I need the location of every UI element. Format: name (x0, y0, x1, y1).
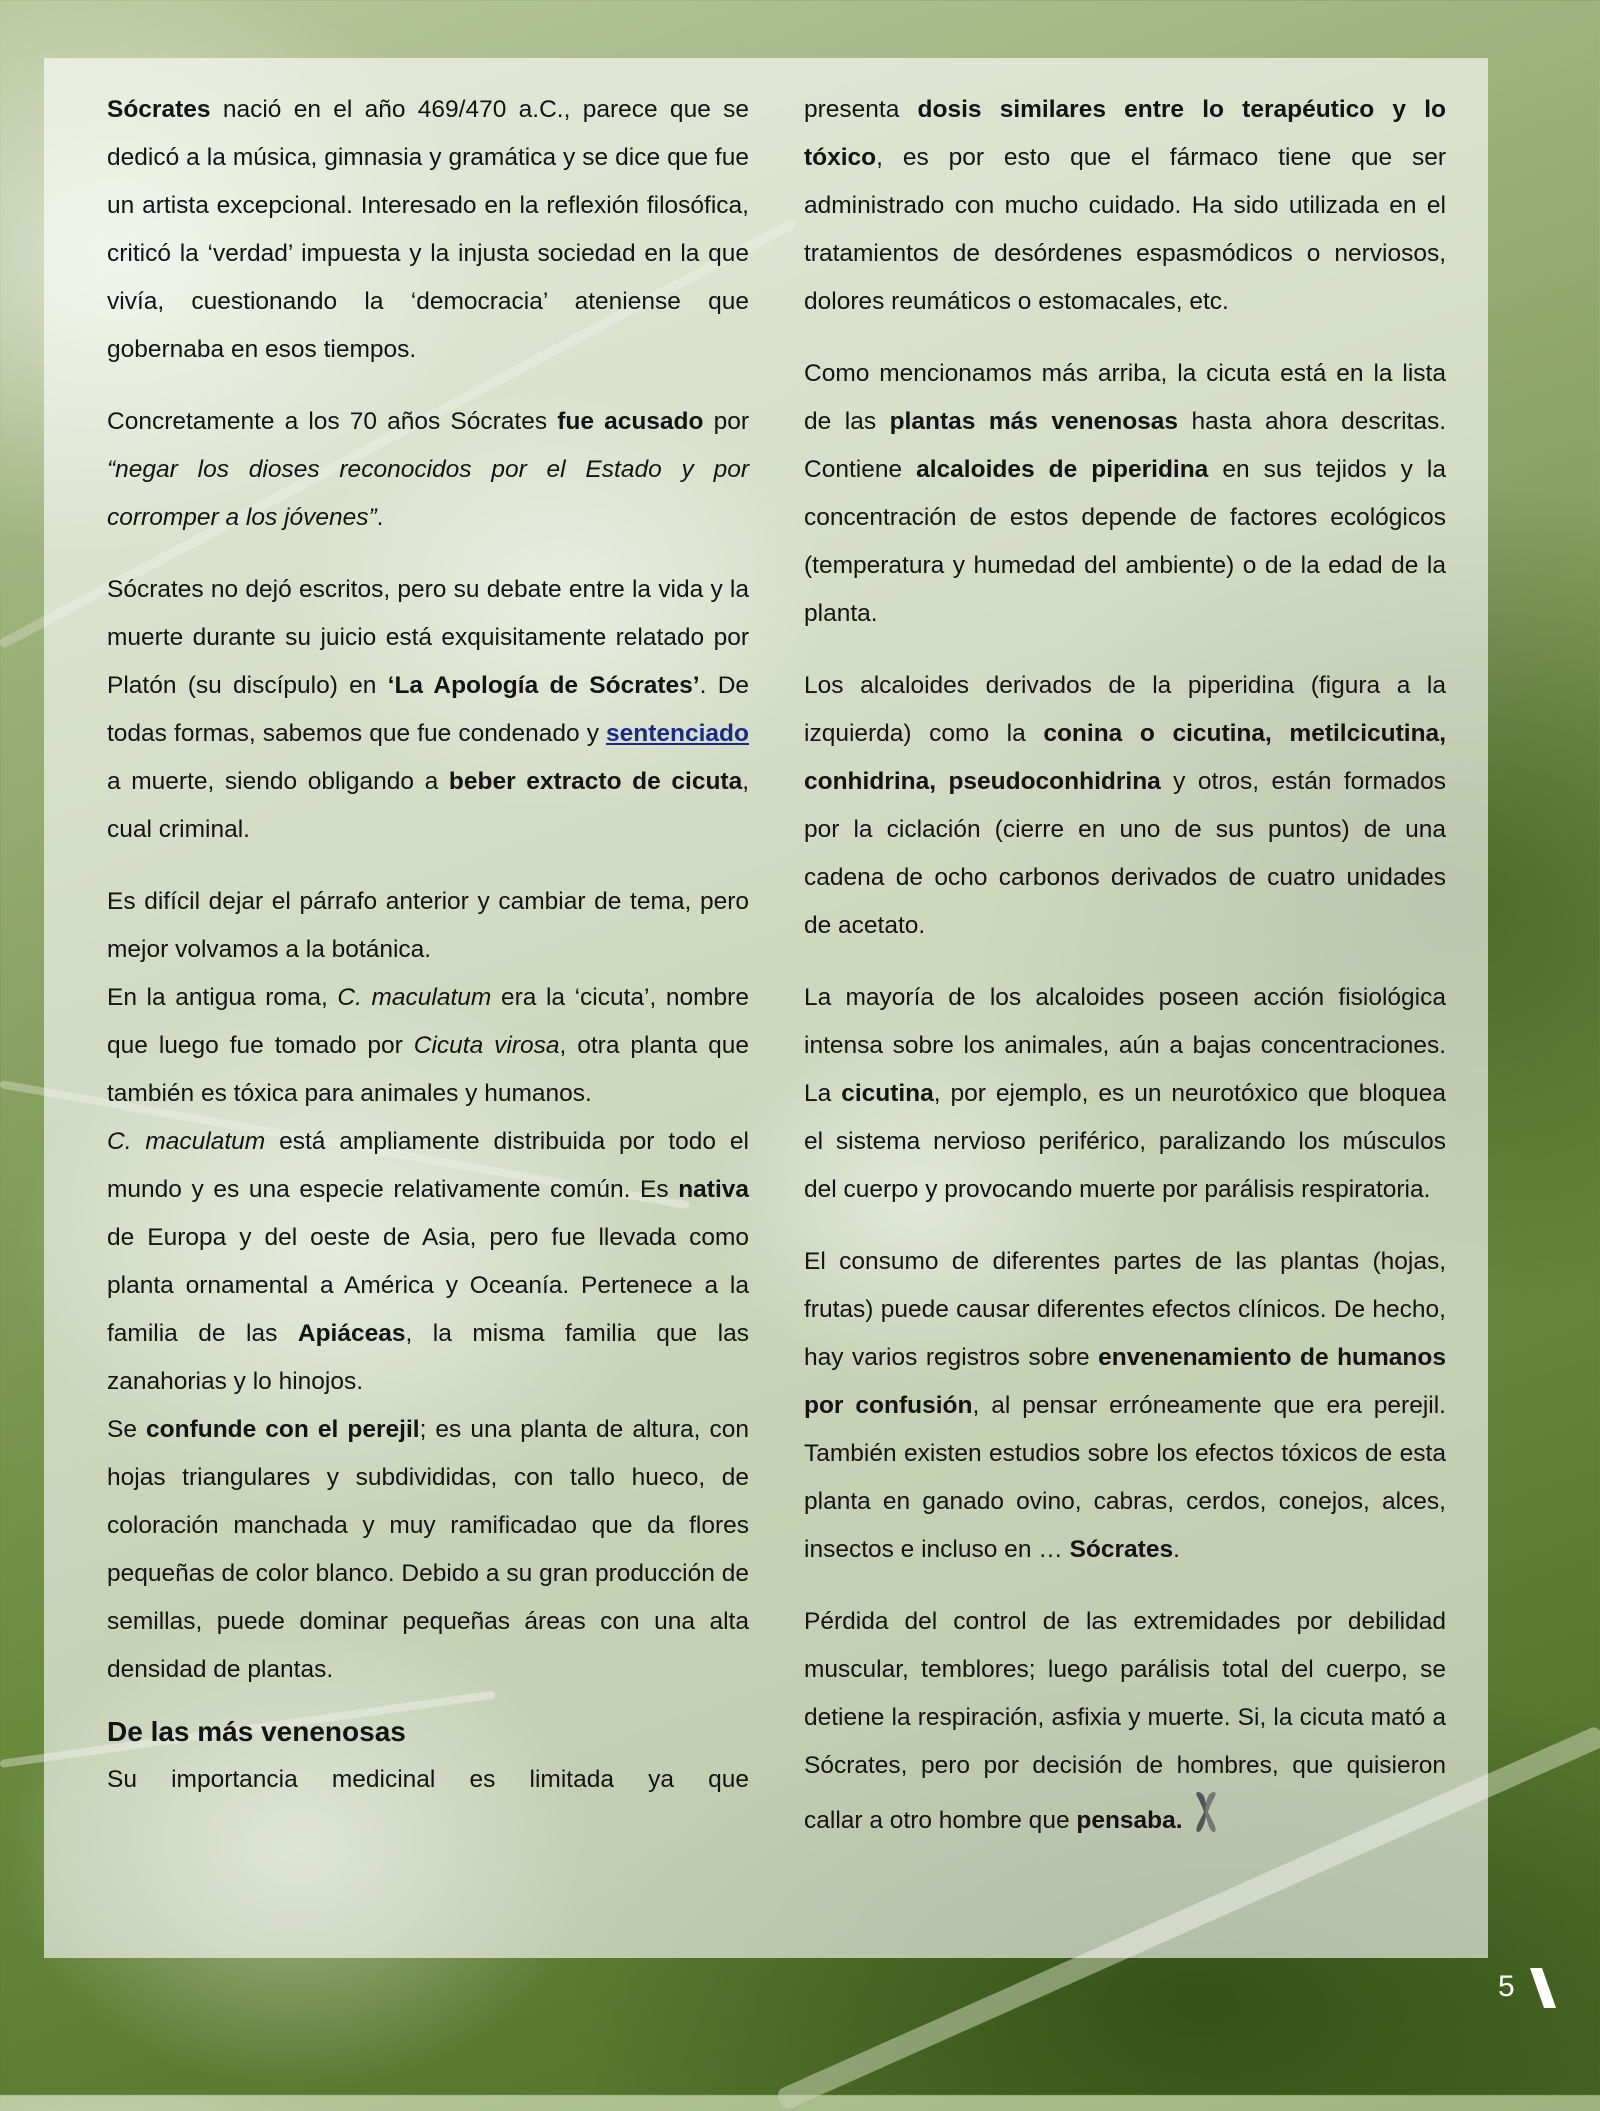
bold-text: envenenamiento de humanos por confusión (804, 1344, 1446, 1419)
text: . (376, 504, 384, 531)
right-column (804, 86, 1446, 1875)
section-heading: De las más venenosas (107, 1716, 406, 1747)
paragraph (107, 878, 749, 974)
text: Como mencionamos más arriba, la cicuta está en la lista de las (804, 360, 1446, 435)
paragraph (107, 566, 749, 854)
bold-text: Apiáceas (297, 1320, 406, 1347)
text: Sócrates no dejó escritos, pero su debate entre la vida y la muerte durante su juicio está exquisitamente relatado por Platón (su discípulo) en (107, 576, 749, 699)
text: en sus tejidos y la concentración de estos depende de factores ecológicos (temperatura y humedad del ambiente) o de la edad de la planta. (804, 456, 1446, 627)
text: , al pensar erróneamente que era perejil. También existen estudios sobre los efectos tóxicos de esta planta en ganado ovino, cabras, cerdos, conejos, alces, insectos e incluso en … (804, 1392, 1446, 1563)
chromosome-icon (1193, 1790, 1219, 1851)
paragraph (107, 1756, 749, 1804)
text: Pérdida del control de las extremidades por debilidad muscular, temblores; luego parálisis total del cuerpo, se detiene la respiración, asfixia y muerte. Si, la cicuta mató a Sócrates, pero por decisión de hombres, que quisieron callar a otro hombre que (804, 1608, 1446, 1834)
left-column (107, 86, 749, 1804)
text: El consumo de diferentes partes de las plantas (hojas, frutas) puede causar diferentes efectos clínicos. De hecho, hay varios registros sobre (804, 1248, 1446, 1371)
text: Es difícil dejar el párrafo anterior y cambiar de tema, pero mejor volvamos a la botánica. (107, 888, 749, 963)
text: , otra planta que también es tóxica para animales y humanos. (107, 1032, 749, 1107)
bold-text: dosis similares entre lo terapéutico y lo tóxico (804, 96, 1446, 171)
text: , la misma familia que las zanahorias y lo hinojos. (107, 1320, 749, 1395)
species-name: C. maculatum (107, 1128, 266, 1155)
text: . (1173, 1536, 1180, 1563)
text: ; es una planta de altura, con hojas triangulares y subdivididas, con tallo hueco, de coloración manchada y muy ramificadao que da flores pequeñas de color blanco. Debido a su gran producción de semillas, puede dominar pequeñas áreas con una alta densidad de plantas. (107, 1416, 749, 1683)
text: Se (107, 1416, 147, 1443)
sentenciado-link[interactable]: sentenciado (606, 720, 749, 747)
bold-text: beber extracto de cicuta (448, 768, 743, 795)
text: . De todas formas, sabemos que fue condenado y (107, 672, 750, 747)
paragraph (107, 398, 749, 542)
bold-text: confunde con el perejil (146, 1416, 420, 1443)
text: de Europa y del oeste de Asia, pero fue llevada como planta ornamental a América y Oceanía. Pertenece a la familia de las (107, 1224, 749, 1347)
paragraph (804, 1238, 1446, 1574)
paragraph (107, 1118, 749, 1406)
page-number: 5 (1498, 1970, 1515, 2003)
paragraph (804, 350, 1446, 638)
bold-text: plantas más venenosas (889, 408, 1179, 435)
bold-text: cicutina (841, 1080, 934, 1107)
bold-text: Sócrates (1069, 1536, 1174, 1563)
quote-text: “negar los dioses reconocidos por el Estado y por corromper a los jóvenes” (107, 456, 749, 531)
text: , es por esto que el fármaco tiene que ser administrado con mucho cuidado. Ha sido utilizada en el tratamientos de desórdenes espasmódicos o nerviosos, dolores reumáticos o estomacales, etc. (804, 144, 1446, 315)
paragraph (804, 86, 1446, 326)
text: En la antigua roma, (107, 984, 338, 1011)
text: Su importancia medicinal es limitada ya que (107, 1766, 749, 1793)
text: , cual criminal. (107, 768, 750, 843)
bold-text: fue acusado (557, 408, 704, 435)
bold-text: pensaba. (1076, 1807, 1183, 1834)
paragraph (804, 974, 1446, 1214)
paragraph (107, 1406, 749, 1694)
paragraph (804, 1598, 1446, 1851)
bold-text: nativa (678, 1176, 749, 1203)
text: está ampliamente distribuida por todo el mundo y es una especie relativamente común. Es (107, 1128, 749, 1203)
text: , por ejemplo, es un neurotóxico que bloquea el sistema nervioso periférico, paralizando los músculos del cuerpo y provocando muerte por parálisis respiratoria. (804, 1080, 1446, 1203)
text: a muerte, siendo obligando a (107, 768, 449, 795)
text: nació en el año 469/470 a.C., parece que se dedicó a la música, gimnasia y gramática y se dice que fue un artista excepcional. Interesado en la reflexión filosófica, criticó la ‘verdad’ impuesta y la injusta sociedad en la que vivía, cuestionando la ‘democracia’ ateniense que gobernaba en esos tiempos. (107, 96, 749, 363)
text: era la ‘cicuta’, nombre que luego fue tomado por (107, 984, 749, 1059)
species-name: Cicuta virosa (413, 1032, 560, 1059)
species-name: C. maculatum (337, 984, 492, 1011)
paragraph (107, 86, 749, 374)
text: y otros, están formados por la ciclación (cierre en uno de sus puntos) de una cadena de ocho carbonos derivados de cuatro unidades de acetato. (804, 768, 1446, 939)
text: por (703, 408, 749, 435)
text: Los alcaloides derivados de la piperidina (figura a la izquierda) como la (804, 672, 1446, 747)
text: hasta ahora descritas. Contiene (804, 408, 1446, 483)
text: presenta (804, 96, 918, 123)
bold-text: conina o cicutina, metilcicutina, conhidrina, pseudoconhidrina (804, 720, 1446, 795)
bold-text: Sócrates (107, 96, 211, 123)
bold-text: alcaloides de piperidina (916, 456, 1209, 483)
paragraph (804, 662, 1446, 950)
book-title: ‘La Apología de Sócrates’ (387, 672, 700, 699)
text: Concretamente a los 70 años Sócrates (107, 408, 558, 435)
magazine-logo-icon (1528, 1968, 1556, 2008)
text: La mayoría de los alcaloides poseen acción fisiológica intensa sobre los animales, aún a bajas concentraciones. La (804, 984, 1446, 1107)
paragraph (107, 974, 749, 1118)
